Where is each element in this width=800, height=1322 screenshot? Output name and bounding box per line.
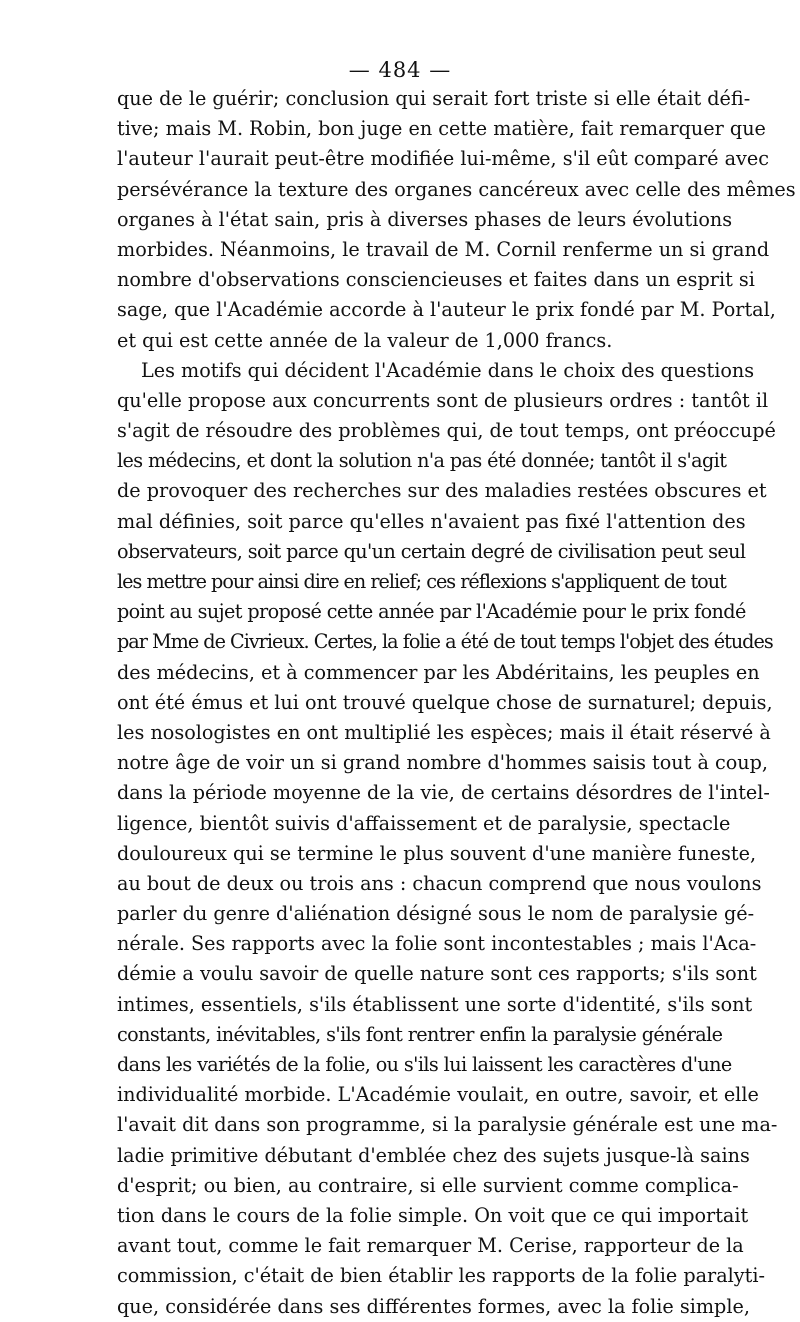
text-line: ligence, bientôt suivis d'affaissement et de paralysie, spectacle [117, 811, 731, 835]
text-line: de provoquer des recherches sur des maladies restées obscures et [117, 479, 767, 503]
text-line: dans les variétés de la folie, ou s'ils lui laissent les caractères d'une [117, 1053, 732, 1076]
text-line: ont été émus et lui ont trouvé quelque chose de surnaturel; depuis, [117, 690, 773, 714]
text-line: ladie primitive débutant d'emblée chez des sujets jusque-là sains [117, 1143, 750, 1167]
text-line: persévérance la texture des organes cancéreux avec celle des mêmes [117, 177, 796, 201]
text-line: tion dans le cours de la folie simple. On voit que ce qui importait [117, 1203, 749, 1227]
text-line: que, considérée dans ses différentes formes, avec la folie simple, [117, 1294, 750, 1318]
page-number: — 484 — [348, 58, 452, 82]
body-text [117, 84, 796, 1322]
text-line: morbides. Néanmoins, le travail de M. Cornil renferme un si grand [117, 237, 770, 261]
text-line: et qui est cette année de la valeur de 1,000 francs. [117, 328, 613, 352]
text-line: intimes, essentiels, s'ils établissent une sorte d'identité, s'ils sont [117, 992, 753, 1016]
text-line: notre âge de voir un si grand nombre d'hommes saisis tout à coup, [117, 751, 769, 775]
text-line: organes à l'état sain, pris à diverses phases de leurs évolutions [117, 207, 733, 231]
text-line: que de le guérir; conclusion qui serait fort triste si elle était défi- [117, 87, 751, 110]
text-line: sage, que l'Académie accorde à l'auteur le prix fondé par M. Portal, [117, 298, 776, 322]
text-line: dans la période moyenne de la vie, de certains désordres de l'intel- [117, 781, 770, 805]
text-line: les mettre pour ainsi dire en relief; ces réflexions s'appliquent de tout [117, 570, 726, 593]
text-line: observateurs, soit parce qu'un certain degré de civilisation peut seul [117, 539, 746, 563]
text-line: l'avait dit dans son programme, si la paralysie générale est une ma- [117, 1113, 778, 1137]
text-line: Les motifs qui décident l'Académie dans le choix des questions [141, 358, 755, 382]
text-line: démie a voulu savoir de quelle nature sont ces rapports; s'ils sont [117, 962, 757, 986]
text-line: nérale. Ses rapports avec la folie sont incontestables ; mais l'Aca- [117, 932, 757, 956]
text-line: l'auteur l'aurait peut-être modifiée lui-même, s'il eût comparé avec [117, 147, 769, 171]
text-line: par Mme de Civrieux. Certes, la folie a été de tout temps l'objet des études [117, 630, 773, 654]
text-line: constants, inévitables, s'ils font rentrer enfin la paralysie générale [117, 1022, 723, 1046]
text-line: qu'elle propose aux concurrents sont de plusieurs ordres : tantôt il [117, 388, 769, 412]
text-line: nombre d'observations consciencieuses et faites dans un esprit si [117, 268, 755, 292]
text-line: parler du genre d'aliénation désigné sous le nom de paralysie gé- [117, 902, 755, 926]
text-line: s'agit de résoudre des problèmes qui, de tout temps, ont préoccupé [117, 419, 776, 443]
text-line: douloureux qui se termine le plus souvent d'une manière funeste, [117, 841, 757, 865]
text-line: mal définies, soit parce qu'elles n'avaient pas fixé l'attention des [117, 509, 746, 533]
text-line: au bout de deux ou trois ans : chacun comprend que nous voulons [117, 871, 762, 895]
text-line: les nosologistes en ont multiplié les espèces; mais il était réservé à [117, 720, 771, 744]
text-line: les médecins, et dont la solution n'a pas été donnée; tantôt il s'agit [117, 449, 727, 473]
text-line: commission, c'était de bien établir les rapports de la folie paralyti- [117, 1264, 765, 1288]
text-line: avant tout, comme le fait remarquer M. Cerise, rapporteur de la [117, 1234, 744, 1258]
text-line: tive; mais M. Robin, bon juge en cette matière, fait remarquer que [117, 117, 766, 141]
text-line: point au sujet proposé cette année par l'Académie pour le prix fondé [117, 600, 746, 624]
text-line: d'esprit; ou bien, au contraire, si elle survient comme complica- [117, 1173, 739, 1197]
text-line: individualité morbide. L'Académie voulait, en outre, savoir, et elle [117, 1083, 759, 1107]
text-line: des médecins, et à commencer par les Abdéritains, les peuples en [117, 660, 760, 684]
